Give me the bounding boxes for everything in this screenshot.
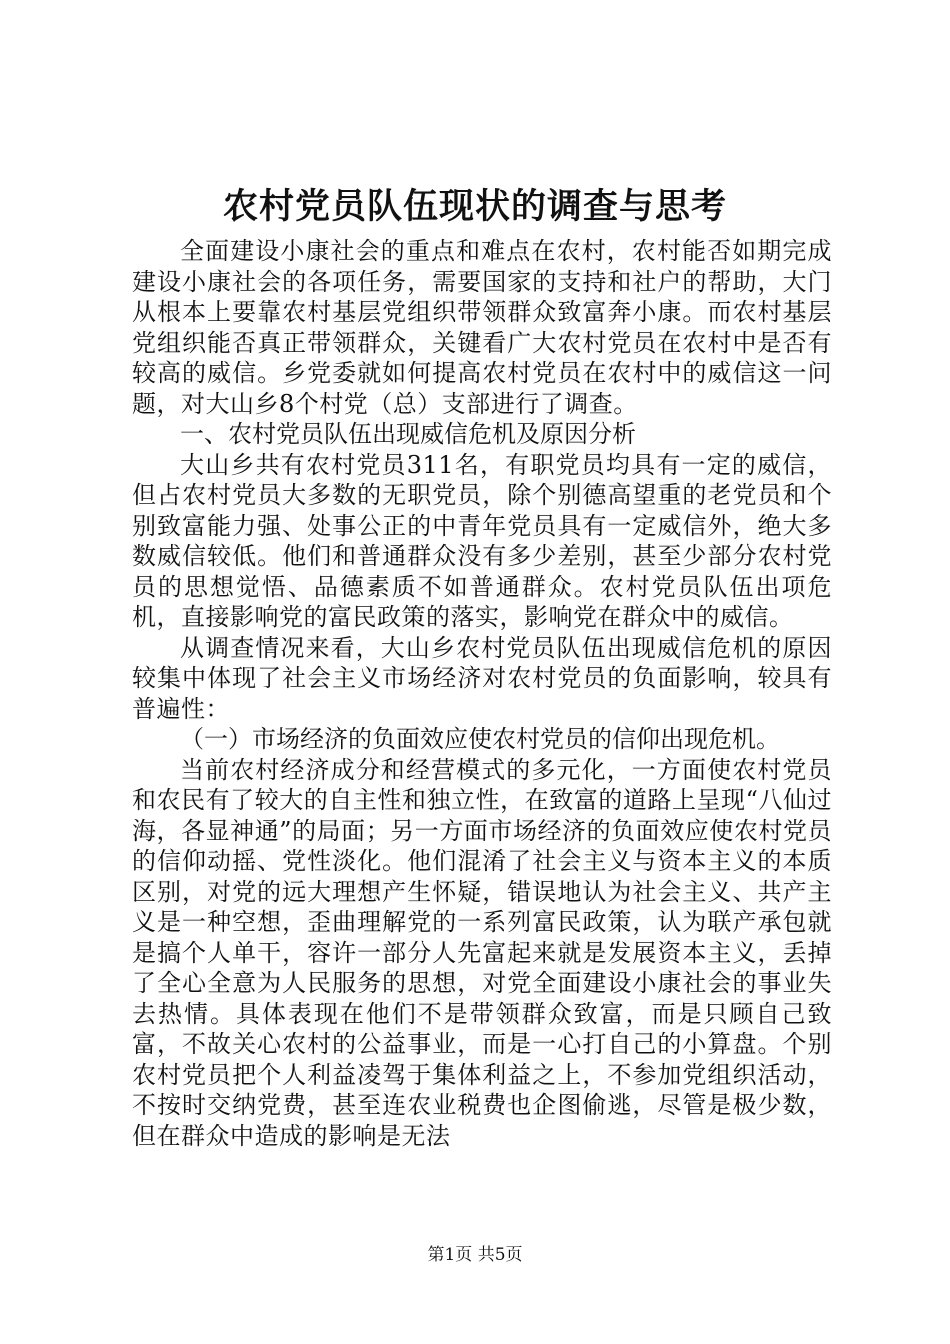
- page-footer: 第1页 共5页: [427, 1245, 523, 1265]
- paragraph-intro: 全面建设小康社会的重点和难点在农村，农村能否如期完成建设小康社会的各项任务，需要国家的支持和社户的帮助，大门从根本上要靠农村基层党组织带领群众致富奔小康。而农村基层党组织能否真正带领群众，关键看广大农村党员在农村中是否有较高的威信。乡党委就如何提高农村党员在农村中的威信这一问题，对大山乡8个村党（总）支部进行了调查。: [132, 237, 832, 418]
- section-heading-1: 一、农村党员队伍出现威信危机及原因分析: [180, 420, 636, 448]
- paragraph-party-members: 大山乡共有农村党员311名，有职党员均具有一定的威信，但占农村党员大多数的无职党员，除个别德高望重的老党员和个别致富能力强、处事公正的中青年党员具有一定威信外，绝大多数威信较低。他们和普通群众没有多少差别，甚至少部分农村党员的思想觉悟、品德素质不如普通群众。农村党员队伍出项危机，直接影响党的富民政策的落实，影响党在群众中的威信。: [132, 450, 832, 631]
- paragraph-survey-findings: 从调查情况来看，大山乡农村党员队伍出现威信危机的原因较集中体现了社会主义市场经济对农村党员的负面影响，较具有普遍性：: [132, 633, 832, 723]
- document-title: 农村党员队伍现状的调查与思考: [222, 186, 727, 227]
- paragraph-market-economy: 当前农村经济成分和经营模式的多元化，一方面使农村党员和农民有了较大的自主性和独立性，在致富的道路上呈现“八仙过海，各显神通”的局面；另一方面市场经济的负面效应使农村党员的信仰动摇、党性淡化。他们混淆了社会主义与资本主义的本质区别，对党的远大理想产生怀疑，错误地认为社会主义、共产主义是一种空想，歪曲理解党的一系列富民政策，认为联产承包就是搞个人单干，容许一部分人先富起来就是发展资本主义，丢掉了全心全意为人民服务的思想，对党全面建设小康社会的事业失去热情。具体表现在他们不是带领群众致富，而是只顾自己致富，不故关心农村的公益事业，而是一心打自己的小算盘。个别农村党员把个人利益凌驾于集体利益之上，不参加党组织活动，不按时交纳党费，甚至连农业税费也企图偷逃，尽管是极少数，但在群众中造成的影响是无法: [132, 755, 832, 1150]
- subsection-heading-1: （一）市场经济的负面效应使农村党员的信仰出现危机。: [180, 725, 780, 753]
- document-body: [132, 236, 832, 1151]
